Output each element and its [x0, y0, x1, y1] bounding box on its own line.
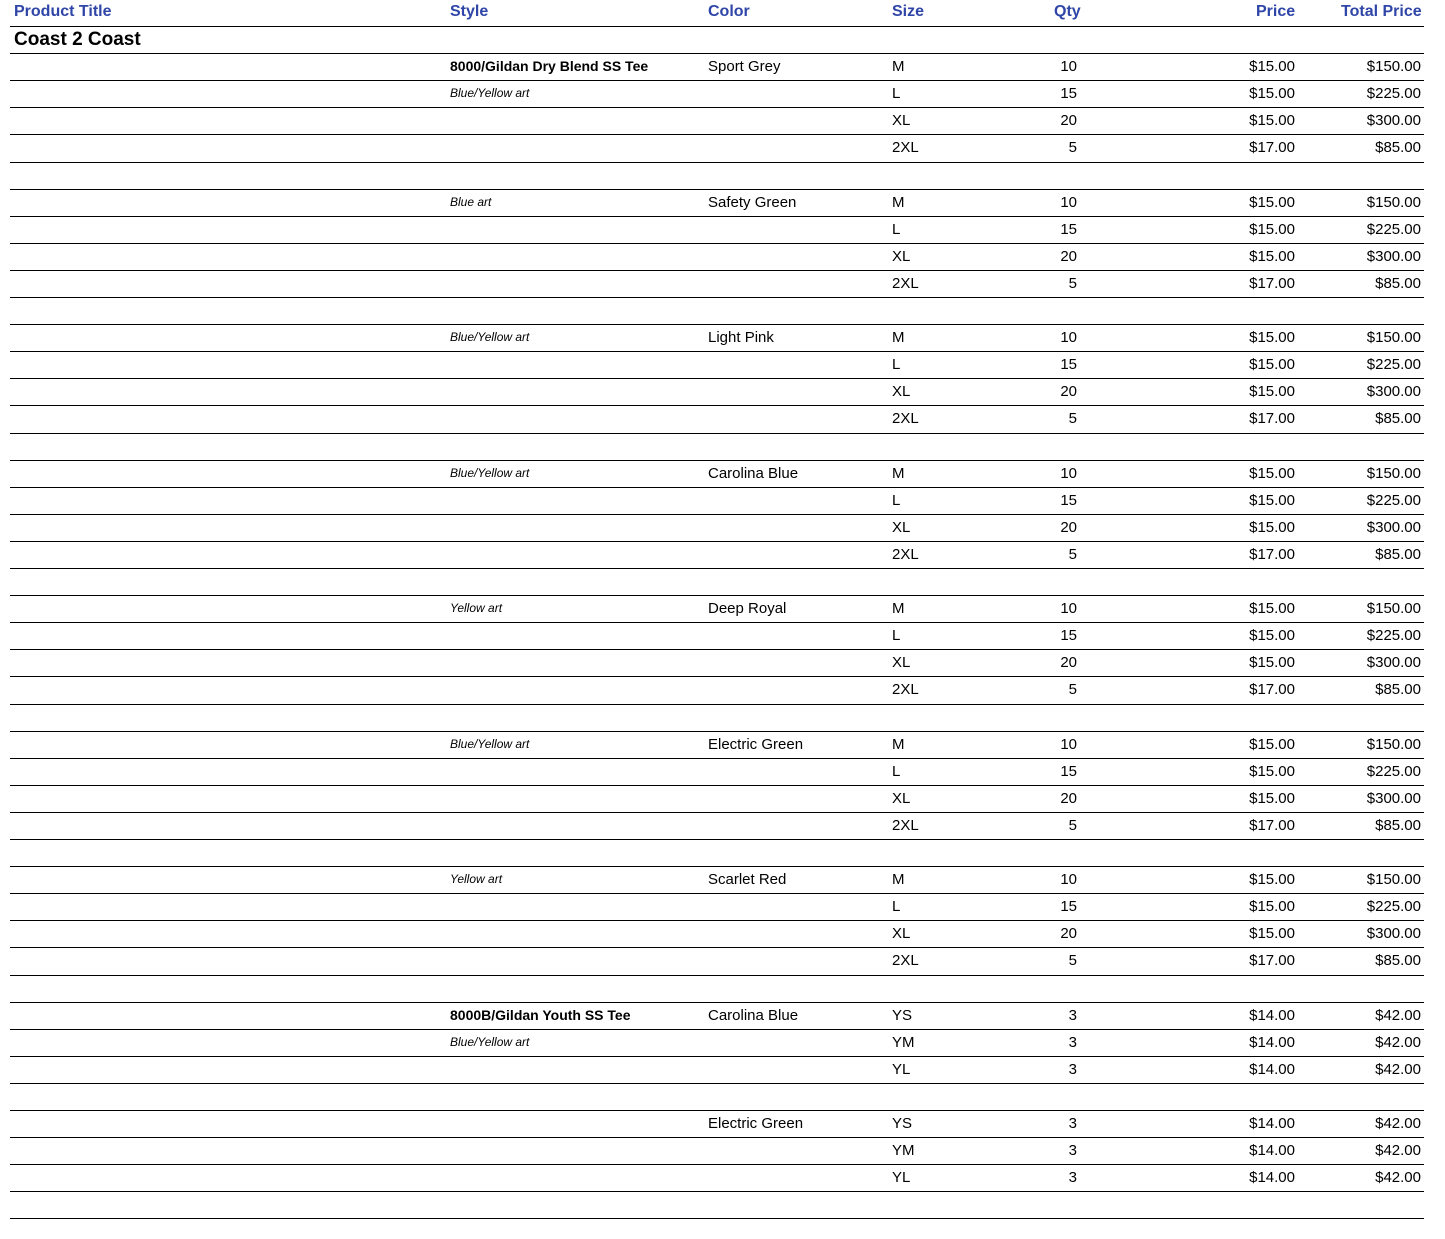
total-price-cell[interactable]: $42.00: [1375, 1034, 1421, 1051]
size-cell[interactable]: M: [892, 194, 905, 211]
size-cell[interactable]: L: [892, 356, 901, 373]
header-total-price[interactable]: Total Price: [1341, 3, 1422, 20]
size-cell[interactable]: 2XL: [892, 139, 919, 156]
price-cell[interactable]: $15.00: [1249, 112, 1295, 129]
price-cell[interactable]: $15.00: [1249, 329, 1295, 346]
price-cell[interactable]: $15.00: [1249, 221, 1295, 238]
qty-cell[interactable]: 15: [1060, 221, 1077, 238]
size-cell[interactable]: XL: [892, 248, 911, 265]
qty-cell[interactable]: 5: [1068, 817, 1077, 834]
header-qty[interactable]: Qty: [1054, 3, 1081, 20]
size-cell[interactable]: 2XL: [892, 546, 919, 563]
size-cell[interactable]: XL: [892, 383, 911, 400]
style-cell[interactable]: 8000B/Gildan Youth SS Tee: [450, 1007, 631, 1023]
size-cell[interactable]: 2XL: [892, 817, 919, 834]
total-price-cell[interactable]: $150.00: [1366, 600, 1421, 617]
qty-cell[interactable]: 15: [1060, 356, 1077, 373]
price-cell[interactable]: $14.00: [1249, 1169, 1295, 1186]
color-cell[interactable]: Scarlet Red: [708, 871, 787, 888]
price-cell[interactable]: $15.00: [1249, 925, 1295, 942]
size-cell[interactable]: L: [892, 85, 901, 102]
size-cell[interactable]: M: [892, 465, 905, 482]
total-price-cell[interactable]: $225.00: [1366, 492, 1421, 509]
price-cell[interactable]: $15.00: [1249, 519, 1295, 536]
size-cell[interactable]: YL: [892, 1061, 911, 1078]
qty-cell[interactable]: 20: [1060, 790, 1077, 807]
price-cell[interactable]: $15.00: [1249, 627, 1295, 644]
price-cell[interactable]: $14.00: [1249, 1034, 1295, 1051]
total-price-cell[interactable]: $42.00: [1375, 1115, 1421, 1132]
row-divider: [10, 839, 1424, 840]
qty-cell[interactable]: 3: [1068, 1061, 1077, 1078]
qty-cell[interactable]: 3: [1068, 1034, 1077, 1051]
total-price-cell[interactable]: $225.00: [1366, 627, 1421, 644]
qty-cell[interactable]: 15: [1060, 627, 1077, 644]
art-note-cell[interactable]: Blue/Yellow art: [450, 330, 530, 344]
row-divider: [10, 568, 1424, 569]
qty-cell[interactable]: 20: [1060, 519, 1077, 536]
qty-cell[interactable]: 20: [1060, 654, 1077, 671]
price-cell[interactable]: $15.00: [1249, 85, 1295, 102]
price-cell[interactable]: $15.00: [1249, 465, 1295, 482]
price-cell[interactable]: $15.00: [1249, 58, 1295, 75]
price-cell[interactable]: $15.00: [1249, 492, 1295, 509]
qty-cell[interactable]: 10: [1060, 871, 1077, 888]
total-price-cell[interactable]: $225.00: [1366, 85, 1421, 102]
size-cell[interactable]: YS: [892, 1007, 913, 1024]
art-note-cell[interactable]: Blue/Yellow art: [450, 466, 530, 480]
art-note-cell[interactable]: Yellow art: [450, 872, 503, 886]
qty-cell[interactable]: 20: [1060, 383, 1077, 400]
price-cell[interactable]: $15.00: [1249, 736, 1295, 753]
qty-cell[interactable]: 5: [1068, 546, 1077, 563]
header-price[interactable]: Price: [1256, 3, 1296, 20]
price-cell[interactable]: $15.00: [1249, 600, 1295, 617]
size-cell[interactable]: M: [892, 58, 905, 75]
size-cell[interactable]: L: [892, 763, 901, 780]
total-price-cell[interactable]: $300.00: [1366, 383, 1421, 400]
size-cell[interactable]: YM: [892, 1034, 915, 1051]
qty-cell[interactable]: 15: [1060, 763, 1077, 780]
color-cell[interactable]: Light Pink: [708, 329, 774, 346]
qty-cell[interactable]: 15: [1060, 492, 1077, 509]
total-price-cell[interactable]: $85.00: [1375, 817, 1421, 834]
header-product-title[interactable]: Product Title: [14, 3, 112, 20]
total-price-cell[interactable]: $300.00: [1366, 654, 1421, 671]
size-cell[interactable]: L: [892, 492, 901, 509]
art-note-cell[interactable]: Blue/Yellow art: [450, 86, 530, 100]
size-cell[interactable]: M: [892, 600, 905, 617]
total-price-cell[interactable]: $300.00: [1366, 112, 1421, 129]
size-cell[interactable]: L: [892, 898, 901, 915]
price-cell[interactable]: $17.00: [1249, 681, 1295, 698]
total-price-cell[interactable]: $85.00: [1375, 410, 1421, 427]
art-note-cell[interactable]: Yellow art: [450, 601, 503, 615]
total-price-cell[interactable]: $150.00: [1366, 58, 1421, 75]
total-price-cell[interactable]: $85.00: [1375, 546, 1421, 563]
qty-cell[interactable]: 10: [1060, 736, 1077, 753]
qty-cell[interactable]: 10: [1060, 58, 1077, 75]
style-cell[interactable]: 8000/Gildan Dry Blend SS Tee: [450, 58, 649, 74]
total-price-cell[interactable]: $42.00: [1375, 1007, 1421, 1024]
qty-cell[interactable]: 10: [1060, 465, 1077, 482]
price-cell[interactable]: $15.00: [1249, 763, 1295, 780]
size-cell[interactable]: M: [892, 736, 905, 753]
size-cell[interactable]: 2XL: [892, 410, 919, 427]
qty-cell[interactable]: 3: [1068, 1007, 1077, 1024]
total-price-cell[interactable]: $42.00: [1375, 1169, 1421, 1186]
row-divider: [10, 1191, 1424, 1192]
qty-cell[interactable]: 5: [1068, 275, 1077, 292]
price-cell[interactable]: $14.00: [1249, 1007, 1295, 1024]
total-price-cell[interactable]: $225.00: [1366, 763, 1421, 780]
size-cell[interactable]: XL: [892, 790, 911, 807]
total-price-cell[interactable]: $150.00: [1366, 736, 1421, 753]
price-cell[interactable]: $15.00: [1249, 194, 1295, 211]
product-title-cell[interactable]: Coast 2 Coast: [14, 29, 141, 50]
row-divider: [10, 1083, 1424, 1084]
size-cell[interactable]: 2XL: [892, 952, 919, 969]
header-style[interactable]: Style: [450, 3, 489, 20]
color-cell[interactable]: Carolina Blue: [708, 465, 799, 482]
color-cell[interactable]: Electric Green: [708, 1115, 804, 1132]
row-divider: [10, 162, 1424, 163]
total-price-cell[interactable]: $42.00: [1375, 1142, 1421, 1159]
color-cell[interactable]: Sport Grey: [708, 58, 781, 75]
price-cell[interactable]: $14.00: [1249, 1115, 1295, 1132]
qty-cell[interactable]: 20: [1060, 248, 1077, 265]
total-price-cell[interactable]: $300.00: [1366, 248, 1421, 265]
row-divider: [10, 433, 1424, 434]
size-cell[interactable]: L: [892, 627, 901, 644]
qty-cell[interactable]: 3: [1068, 1169, 1077, 1186]
total-price-cell[interactable]: $225.00: [1366, 221, 1421, 238]
qty-cell[interactable]: 20: [1060, 925, 1077, 942]
price-cell[interactable]: $15.00: [1249, 790, 1295, 807]
price-cell[interactable]: $15.00: [1249, 898, 1295, 915]
price-cell[interactable]: $17.00: [1249, 410, 1295, 427]
total-price-cell[interactable]: $150.00: [1366, 871, 1421, 888]
size-cell[interactable]: XL: [892, 112, 911, 129]
total-price-cell[interactable]: $42.00: [1375, 1061, 1421, 1078]
qty-cell[interactable]: 5: [1068, 681, 1077, 698]
qty-cell[interactable]: 5: [1068, 139, 1077, 156]
size-cell[interactable]: 2XL: [892, 275, 919, 292]
size-cell[interactable]: XL: [892, 654, 911, 671]
qty-cell[interactable]: 15: [1060, 85, 1077, 102]
art-note-cell[interactable]: Blue art: [450, 195, 492, 209]
total-price-cell[interactable]: $150.00: [1366, 465, 1421, 482]
size-cell[interactable]: YM: [892, 1142, 915, 1159]
total-price-cell[interactable]: $300.00: [1366, 519, 1421, 536]
size-cell[interactable]: M: [892, 329, 905, 346]
price-cell[interactable]: $17.00: [1249, 546, 1295, 563]
total-price-cell[interactable]: $85.00: [1375, 275, 1421, 292]
price-cell[interactable]: $15.00: [1249, 383, 1295, 400]
art-note-cell[interactable]: Blue/Yellow art: [450, 1035, 530, 1049]
price-cell[interactable]: $17.00: [1249, 139, 1295, 156]
color-cell[interactable]: Carolina Blue: [708, 1007, 799, 1024]
total-price-cell[interactable]: $85.00: [1375, 952, 1421, 969]
size-cell[interactable]: L: [892, 221, 901, 238]
total-price-cell[interactable]: $85.00: [1375, 139, 1421, 156]
size-cell[interactable]: YL: [892, 1169, 911, 1186]
qty-cell[interactable]: 10: [1060, 194, 1077, 211]
price-cell[interactable]: $15.00: [1249, 871, 1295, 888]
price-cell[interactable]: $17.00: [1249, 817, 1295, 834]
row-divider: [10, 704, 1424, 705]
total-price-cell[interactable]: $300.00: [1366, 790, 1421, 807]
size-cell[interactable]: M: [892, 871, 905, 888]
qty-cell[interactable]: 3: [1068, 1115, 1077, 1132]
price-cell[interactable]: $17.00: [1249, 952, 1295, 969]
price-cell[interactable]: $14.00: [1249, 1142, 1295, 1159]
price-cell[interactable]: $17.00: [1249, 275, 1295, 292]
size-cell[interactable]: 2XL: [892, 681, 919, 698]
qty-cell[interactable]: 5: [1068, 410, 1077, 427]
header-color[interactable]: Color: [708, 3, 750, 20]
color-cell[interactable]: Safety Green: [708, 194, 797, 211]
art-note-cell[interactable]: Blue/Yellow art: [450, 737, 530, 751]
qty-cell[interactable]: 20: [1060, 112, 1077, 129]
price-cell[interactable]: $15.00: [1249, 654, 1295, 671]
size-cell[interactable]: XL: [892, 925, 911, 942]
total-price-cell[interactable]: $225.00: [1366, 356, 1421, 373]
price-cell[interactable]: $15.00: [1249, 248, 1295, 265]
row-divider: [10, 297, 1424, 298]
qty-cell[interactable]: 5: [1068, 952, 1077, 969]
total-price-cell[interactable]: $85.00: [1375, 681, 1421, 698]
total-price-cell[interactable]: $150.00: [1366, 329, 1421, 346]
total-price-cell[interactable]: $225.00: [1366, 898, 1421, 915]
header-size[interactable]: Size: [892, 3, 925, 20]
row-divider: [10, 1218, 1424, 1219]
size-cell[interactable]: XL: [892, 519, 911, 536]
color-cell[interactable]: Deep Royal: [708, 600, 787, 617]
price-cell[interactable]: $14.00: [1249, 1061, 1295, 1078]
total-price-cell[interactable]: $150.00: [1366, 194, 1421, 211]
price-cell[interactable]: $15.00: [1249, 356, 1295, 373]
total-price-cell[interactable]: $300.00: [1366, 925, 1421, 942]
qty-cell[interactable]: 10: [1060, 600, 1077, 617]
qty-cell[interactable]: 15: [1060, 898, 1077, 915]
row-divider: [10, 975, 1424, 976]
color-cell[interactable]: Electric Green: [708, 736, 804, 753]
size-cell[interactable]: YS: [892, 1115, 913, 1132]
qty-cell[interactable]: 3: [1068, 1142, 1077, 1159]
qty-cell[interactable]: 10: [1060, 329, 1077, 346]
